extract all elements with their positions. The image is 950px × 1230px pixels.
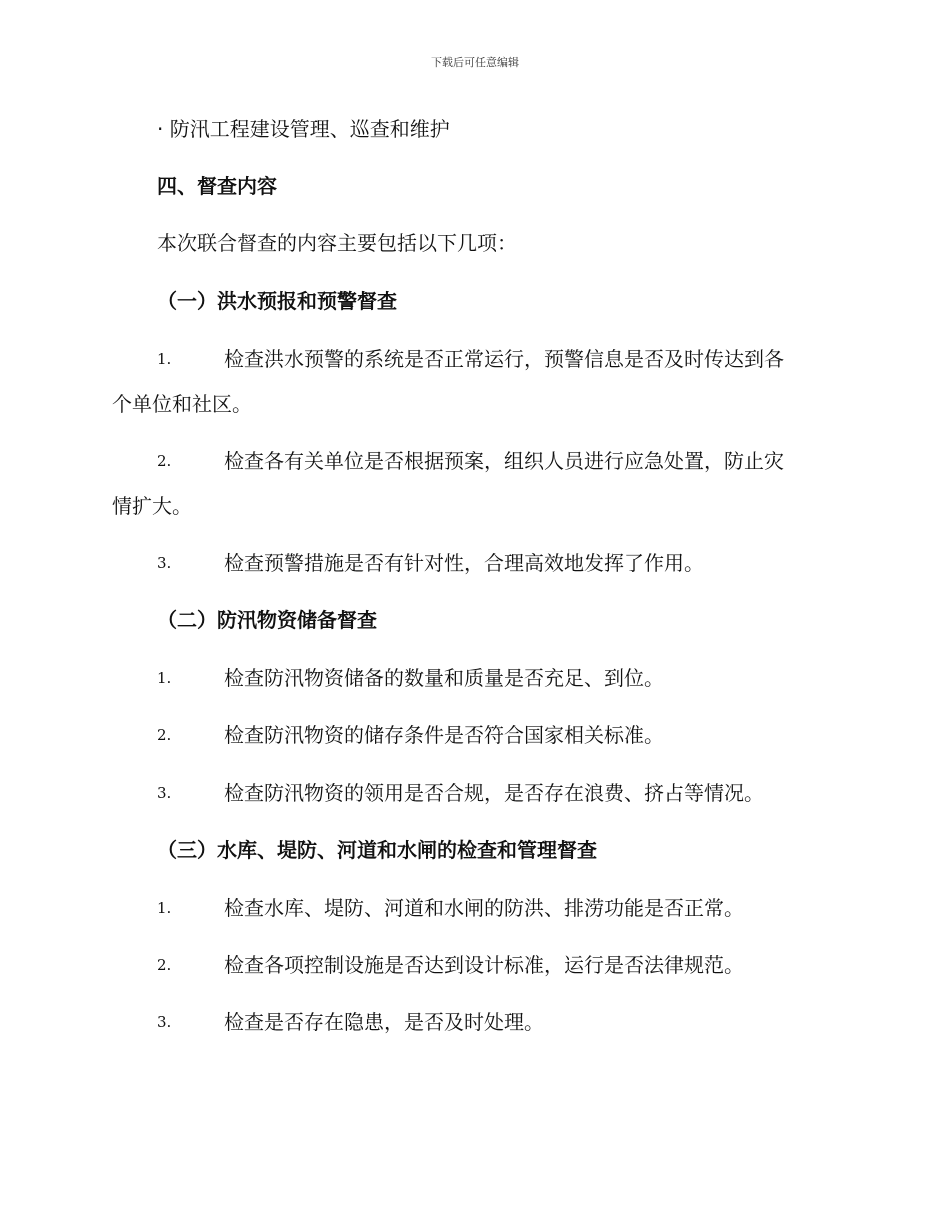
group-heading-2: （二）防汛物资储备督查 xyxy=(157,608,377,632)
list-item-continuation: 个单位和社区。 xyxy=(112,392,252,416)
item-number: 2. xyxy=(157,956,172,974)
item-number: 3. xyxy=(157,554,172,572)
list-item: 检查各有关单位是否根据预案，组织人员进行应急处置，防止灾 xyxy=(224,449,784,473)
item-number: 2. xyxy=(157,452,172,470)
page-header: 下载后可任意编辑 xyxy=(431,56,519,69)
item-number: 1. xyxy=(157,350,172,368)
group-heading-1: （一）洪水预报和预警督查 xyxy=(157,289,397,313)
list-item: 检查各项控制设施是否达到设计标准，运行是否法律规范。 xyxy=(224,953,744,977)
list-item-continuation: 情扩大。 xyxy=(112,494,192,518)
group-heading-3: （三）水库、堤防、河道和水闸的检查和管理督查 xyxy=(157,838,597,862)
section-title: 四、督查内容 xyxy=(157,174,277,198)
item-number: 2. xyxy=(157,726,172,744)
list-item: 检查预警措施是否有针对性，合理高效地发挥了作用。 xyxy=(224,551,704,575)
item-number: 3. xyxy=(157,1013,172,1031)
list-item: 检查防汛物资储备的数量和质量是否充足、到位。 xyxy=(224,666,664,690)
item-number: 1. xyxy=(157,669,172,687)
list-item: 检查水库、堤防、河道和水闸的防洪、排涝功能是否正常。 xyxy=(224,896,744,920)
item-number: 1. xyxy=(157,899,172,917)
list-item: 检查防汛物资的储存条件是否符合国家相关标准。 xyxy=(224,723,664,747)
list-item: 检查防汛物资的领用是否合规，是否存在浪费、挤占等情况。 xyxy=(224,781,764,805)
intro-bullet: · 防汛工程建设管理、巡查和维护 xyxy=(157,117,450,141)
item-number: 3. xyxy=(157,784,172,802)
intro-paragraph: 本次联合督查的内容主要包括以下几项： xyxy=(157,231,517,255)
list-item: 检查是否存在隐患，是否及时处理。 xyxy=(224,1010,544,1034)
list-item: 检查洪水预警的系统是否正常运行，预警信息是否及时传达到各 xyxy=(224,347,784,371)
